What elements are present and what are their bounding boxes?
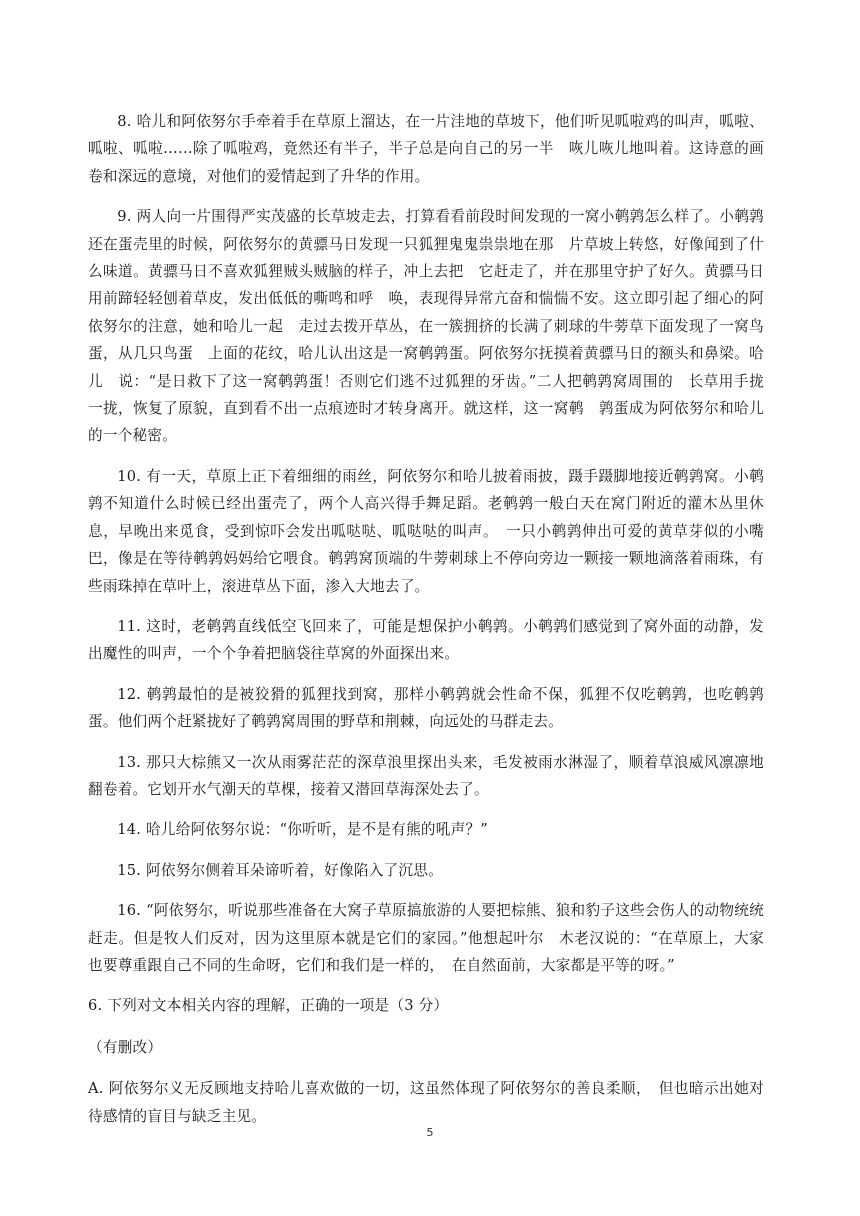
paragraph-12: 12. 鹌鹑最怕的是被狡猾的狐狸找到窝，那样小鹌鹑就会性命不保，狐狸不仅吃鹌鹑，也吃鹌鹑蛋。他们两个赶紧拢好了鹌鹑窝周围的野草和荆棘，向远处的马群走去。: [88, 685, 764, 731]
option-a: A. 阿依努尔义无反顾地支持哈儿喜欢做的一切，这虽然体现了阿依努尔的善良柔顺， 但也暗示出她对待感情的盲目与缺乏主见。: [88, 1080, 764, 1125]
source-note: （有删改）: [88, 1038, 163, 1056]
paragraph-15: 15. 阿依努尔侧着耳朵谛听着，好像陷入了沉思。: [117, 861, 443, 879]
paragraph-16: 16. “阿依努尔，听说那些准备在大窝子草原搞旅游的人要把棕熊、狼和豹子这些会伤人的动物统统赶走。但是牧人们反对，因为这里原本就是它们的家园。”他想起叶尔 木老汉说的：“在草原上，大家也要尊重跟自己不同的生命呀，它们和我们是一样的， 在自然面前，大家都是平等的呀。”: [88, 902, 764, 974]
question-stem: 6. 下列对文本相关内容的理解，正确的一项是（3 分）: [88, 997, 449, 1015]
paragraph-10: 10. 有一天，草原上正下着细细的雨丝，阿依努尔和哈儿披着雨披，蹑手蹑脚地接近鹌鹑窝。小鹌鹑不知道什么时候已经出蛋壳了，两个人高兴得手舞足蹈。老鹌鹑一般白天在窝门附近的灌木丛里休息，早晚出来觅食，受到惊吓会发出呱哒哒、呱哒哒的叫声。 一只小鹌鹑伸出可爱的黄草芽似的小嘴巴，像是在等待鹌鹑妈妈给它喂食。鹌鹑窝顶端的牛蒡刺球上不停向旁边一颗接一颗地滴落着雨珠，有些雨珠掉在草叶上，滚进草丛下面，渗入大地去了。: [88, 467, 764, 595]
paragraph-13: 13. 那只大棕熊又一次从雨雾茫茫的深草浪里探出头来，毛发被雨水淋湿了，顺着草浪威风凛凛地翻卷着。它划开水气潮天的草棵，接着又潜回草海深处去了。: [88, 753, 764, 798]
page-number: 5: [426, 1126, 434, 1139]
paragraph-8: 8. 哈儿和阿依努尔手牵着手在草原上溜达，在一片洼地的草坡下，他们听见呱啦鸡的叫声，呱啦、呱啦、呱啦……除了呱啦鸡，竟然还有半子，半子总是向自己的另一半 咴儿咴儿地叫着。这诗意的画卷和深远的意境，对他们的爱情起到了升华的作用。: [88, 113, 764, 185]
paragraph-9: 9. 两人向一片围得严实茂盛的长草坡走去，打算看看前段时间发现的一窝小鹌鹑怎么样了。小鹌鹑还在蛋壳里的时候，阿依努尔的黄骠马日发现一只狐狸鬼鬼祟祟地在那 片草坡上转悠，好像闻到了什么味道。黄骠马日不喜欢狐狸贼头贼脑的样子，冲上去把 它赶走了，并在那里守护了好久。黄骠马日用前蹄轻轻刨着草皮，发出低低的嘶鸣和呼 唤，表现得异常亢奋和惴惴不安。这立即引起了细心的阿依努尔的注意，她和哈儿一起 走过去拨开草丛，在一簇拥挤的长满了刺球的牛蒡草下面发现了一窝鸟蛋，从几只鸟蛋 上面的花纹，哈儿认出这是一窝鹌鹑蛋。阿依努尔抚摸着黄骠马日的额头和鼻梁。哈儿 说：“是日救下了这一窝鹌鹑蛋！否则它们逃不过狐狸的牙齿。”二人把鹌鹑窝周围的 长草用手拢一拢，恢复了原貌，直到看不出一点痕迹时才转身离开。就这样，这一窝鹌 鹑蛋成为阿依努尔和哈儿的一个秘密。: [88, 208, 764, 445]
paragraph-11: 11. 这时，老鹌鹑直线低空飞回来了，可能是想保护小鹌鹑。小鹌鹑们感觉到了窝外面的动静，发出魔性的叫声，一个个争着把脑袋往草窝的外面探出来。: [88, 617, 764, 663]
paragraph-14: 14. 哈儿给阿依努尔说：“你听听，是不是有熊的吼声？”: [117, 821, 489, 839]
